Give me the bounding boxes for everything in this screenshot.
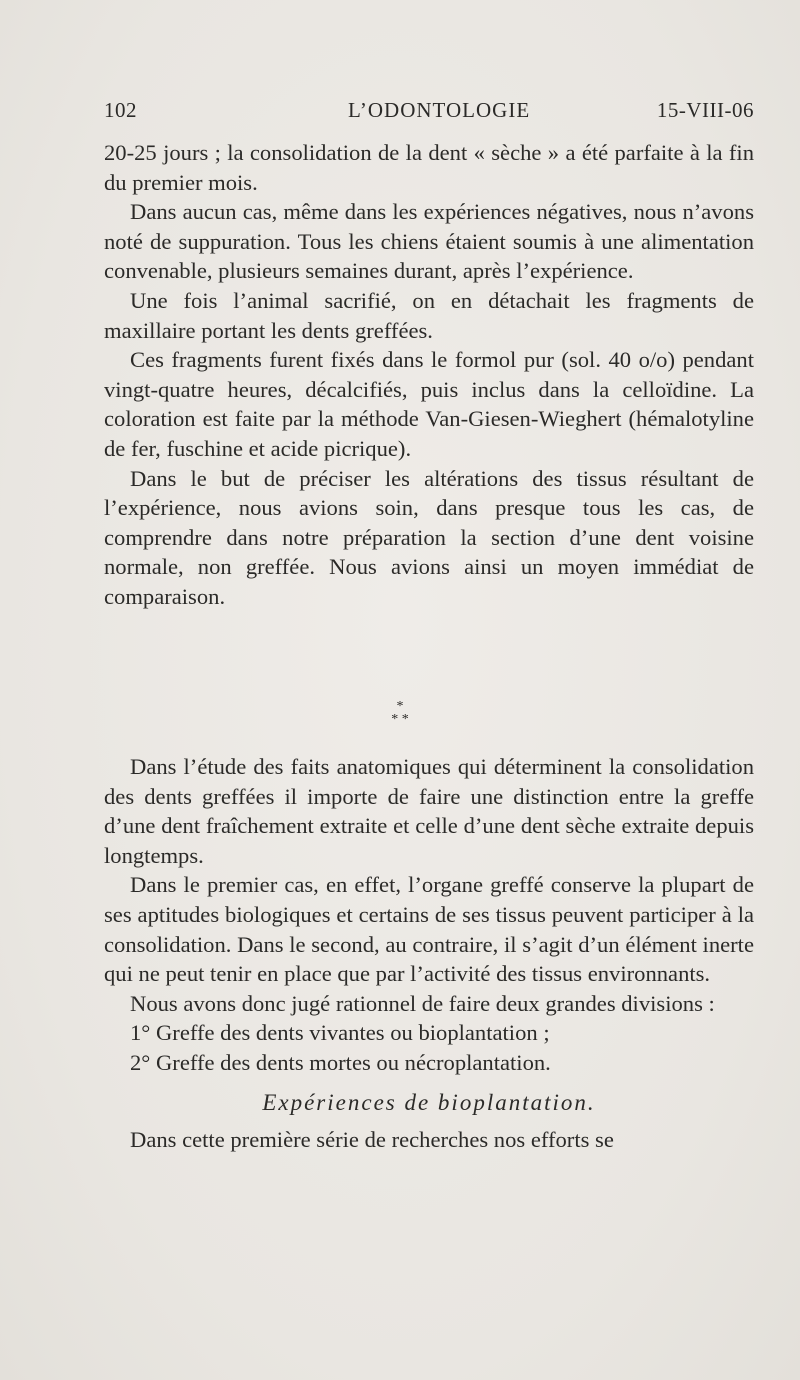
page-number: 102 (104, 98, 137, 122)
paragraph-continues: Dans cette première série de recherches nos efforts se (130, 1126, 614, 1152)
paragraph: Nous avons donc jugé rationnel de faire deux grandes divisions : (130, 990, 715, 1016)
asterism-bottom: * * (391, 712, 409, 727)
paragraph: Dans le but de préciser les altérations des tissus résultant de l’expérience, nous avions soin, dans presque tous les cas, de comprendre dans notre préparation la section d’une dent voisine normale, non greffée. Nous avions ainsi un moyen immédiat de comparaison. (104, 465, 754, 609)
paragraph: 20-25 jours ; la consolidation de la dent « sèche » a été parfaite à la fin du premier mois. (104, 140, 754, 195)
list-item: 2° Greffe des dents mortes ou nécroplantation. (130, 1049, 551, 1075)
section-heading: Expériences de bioplantation. (262, 1089, 596, 1115)
asterism-top: * (396, 699, 404, 714)
paragraph: Dans l’étude des faits anatomiques qui déterminent la consolidation des dents greffées il importe de faire une distinction entre la greffe d’une dent fraîchement extraite et celle d’une dent sèche extraite depuis longtemps. (104, 754, 754, 868)
journal-title: L’ODONTOLOGIE (348, 98, 531, 122)
issue-date: 15-VIII-06 (656, 98, 754, 122)
paragraph: Ces fragments furent fixés dans le formol pur (sol. 40 o/o) pendant vingt-quatre heures, décalcifiés, puis inclus dans la celloïdine. La coloration est faite par la méthode Van-Giesen-Wieghert (hémalotyline de fer, fuschine et acide picrique). (104, 347, 754, 461)
body-text-lower (104, 752, 754, 1154)
paragraph: Dans le premier cas, en effet, l’organe greffé conserve la plupart de ses aptitudes biologiques et certains de ses tissus peuvent participer à la consolidation. Dans le second, au contraire, il s’agit d’un élément inerte qui ne peut tenir en place que par l’activité des tissus environnants. (104, 872, 754, 987)
body-text-upper (104, 138, 754, 612)
list-item: 1° Greffe des dents vivantes ou bioplantation ; (130, 1020, 550, 1046)
paragraph: Une fois l’animal sacrifié, on en détachait les fragments de maxillaire portant les dents greffées. (104, 287, 754, 343)
asterism-separator (0, 700, 800, 726)
running-header (104, 98, 754, 128)
paragraph: Dans aucun cas, même dans les expériences négatives, nous n’avons noté de suppuration. Tous les chiens étaient soumis à une alimentation convenable, plusieurs semaines durant, après l’expérience. (104, 199, 754, 284)
